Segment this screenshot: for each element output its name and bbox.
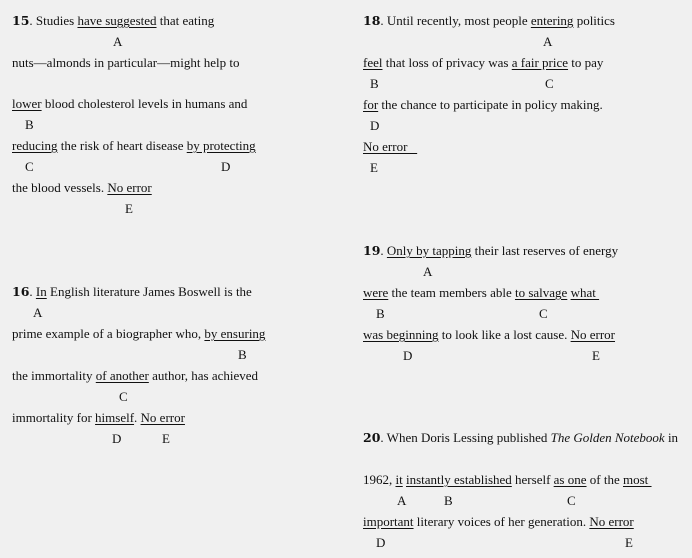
option-e-label[interactable]: E: [162, 431, 170, 446]
option-b-text[interactable]: feel: [363, 55, 383, 70]
q15-line-3: lower blood cholesterol levels in humans and: [12, 96, 248, 111]
q19-line-1: 19. Only by tapping their last reserves of energy: [363, 243, 619, 258]
option-d-text[interactable]: most: [622, 472, 652, 487]
option-d-text-2[interactable]: important: [363, 514, 414, 529]
q16-line-1: 16. In English literature James Boswell is the: [12, 284, 252, 299]
option-c-text[interactable]: as one: [553, 472, 587, 487]
q18-line-2: feel that loss of privacy was a fair price to pay: [363, 55, 604, 70]
q20-line-2: 1962, it instantly established herself as one of the most: [363, 472, 652, 487]
q16-line-3: the immortality of another author, has achieved: [12, 368, 259, 383]
option-e-label[interactable]: E: [592, 348, 600, 363]
question-number: 20: [363, 430, 381, 445]
question-number: 18: [363, 13, 381, 28]
option-c-text[interactable]: of another: [95, 368, 149, 383]
option-a-label[interactable]: A: [113, 34, 123, 49]
option-a-label[interactable]: A: [397, 493, 407, 508]
option-a-text[interactable]: it: [395, 472, 403, 487]
option-b-text[interactable]: lower: [12, 96, 42, 111]
option-d-text[interactable]: by protecting: [186, 138, 256, 153]
option-d-label[interactable]: D: [370, 118, 380, 133]
q18-line-4: [363, 139, 417, 154]
option-c-text-2[interactable]: what: [570, 285, 600, 300]
question-number: 15: [12, 13, 30, 28]
option-d-label[interactable]: D: [112, 431, 122, 446]
option-e-label[interactable]: E: [625, 535, 633, 550]
option-b-text[interactable]: by ensuring: [204, 326, 266, 341]
q15-line-5: the blood vessels. No error: [12, 180, 152, 195]
q15-line-2: nuts—almonds in particular—might help to: [12, 55, 240, 70]
question-number: 16: [12, 284, 30, 299]
option-a-text[interactable]: In: [35, 284, 47, 299]
q15-line-1: 15. Studies have suggested that eating: [12, 13, 215, 28]
question-number: 19: [363, 243, 381, 258]
option-c-text[interactable]: reducing: [12, 138, 58, 153]
option-e-label[interactable]: E: [370, 160, 378, 175]
q19-line-2: were the team members able to salvage what: [363, 285, 600, 300]
option-a-text[interactable]: have suggested: [77, 13, 157, 28]
option-b-text[interactable]: were: [363, 285, 389, 300]
option-b-label[interactable]: B: [25, 117, 34, 132]
option-a-label[interactable]: A: [543, 34, 553, 49]
option-b-label[interactable]: B: [444, 493, 453, 508]
book-title: The Golden Notebook: [550, 430, 665, 445]
option-b-text[interactable]: instantly established: [405, 472, 512, 487]
option-c-label[interactable]: C: [119, 389, 128, 404]
q20-line-3: important literary voices of her generation. No error: [363, 514, 634, 529]
option-b-label[interactable]: B: [370, 76, 379, 91]
option-d-label[interactable]: D: [221, 159, 231, 174]
q18-line-1: 18. Until recently, most people entering politics: [363, 13, 615, 28]
q20-line-1: 20. When Doris Lessing published The Golden Notebook in: [363, 430, 679, 445]
option-b-label[interactable]: B: [376, 306, 385, 321]
q19-line-3: was beginning to look like a lost cause. No error: [363, 327, 616, 342]
q16-line-4: immortality for himself. No error: [12, 410, 185, 425]
option-e-text[interactable]: No error: [589, 514, 634, 529]
option-e-text[interactable]: No error: [140, 410, 185, 425]
option-d-text[interactable]: was beginning: [363, 327, 439, 342]
option-a-text[interactable]: entering: [530, 13, 574, 28]
q15-line-4: reducing the risk of heart disease by protecting: [12, 138, 256, 153]
option-b-label[interactable]: B: [238, 347, 247, 362]
option-d-label[interactable]: D: [376, 535, 386, 550]
option-e-text[interactable]: No error: [363, 139, 418, 154]
option-c-label[interactable]: C: [545, 76, 554, 91]
option-c-text[interactable]: a fair price: [511, 55, 569, 70]
option-a-text[interactable]: Only by tapping: [386, 243, 472, 258]
option-d-text[interactable]: for: [363, 97, 379, 112]
option-d-label[interactable]: D: [403, 348, 413, 363]
option-e-text[interactable]: No error: [570, 327, 616, 342]
option-c-text[interactable]: to salvage: [514, 285, 568, 300]
option-c-label[interactable]: C: [25, 159, 34, 174]
option-c-label[interactable]: C: [567, 493, 576, 508]
option-e-text[interactable]: No error: [107, 180, 152, 195]
option-d-text[interactable]: himself: [95, 410, 135, 425]
option-e-label[interactable]: E: [125, 201, 133, 216]
option-c-label[interactable]: C: [539, 306, 548, 321]
q16-line-2: prime example of a biographer who, by ensuring: [12, 326, 266, 341]
q18-line-3: for the chance to participate in policy making.: [363, 97, 603, 112]
option-a-label[interactable]: A: [33, 305, 43, 320]
option-a-label[interactable]: A: [423, 264, 433, 279]
